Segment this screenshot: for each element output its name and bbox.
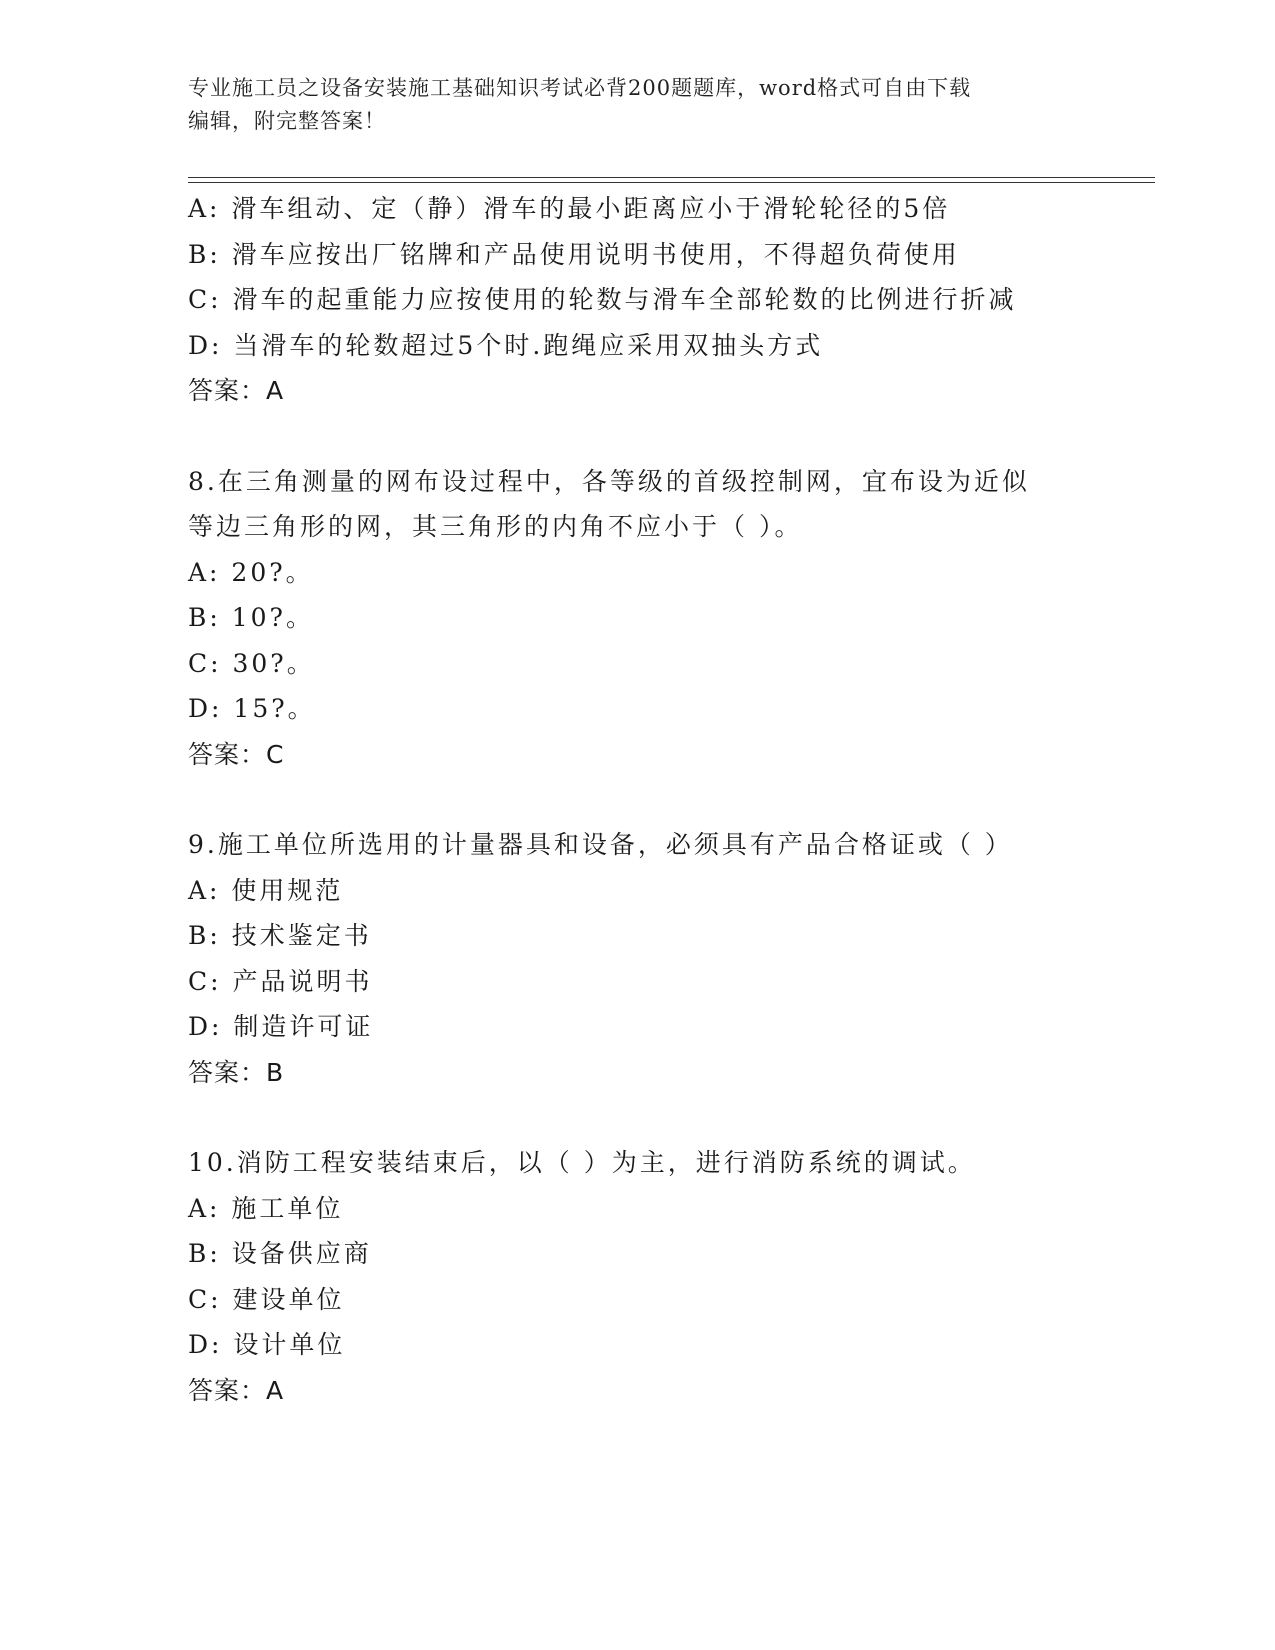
header-title-line-2: 编辑，附完整答案！ <box>188 109 386 133</box>
question-9-option-b: B: 技术鉴定书 <box>188 921 372 950</box>
question-10-option-b: B: 设备供应商 <box>188 1239 372 1268</box>
question-10-option-a: A: 施工单位 <box>188 1193 344 1223</box>
question-8-option-d: D: 15?。 <box>188 694 316 723</box>
question-8-answer: 答案：C <box>188 739 285 769</box>
question-8-stem-line-2: 等边三角形的网，其三角形的内角不应小于（ ）。 <box>188 512 803 541</box>
question-9-option-a: A: 使用规范 <box>188 875 344 905</box>
question-7-option-c: C: 滑车的起重能力应按使用的轮数与滑车全部轮数的比例进行折减 <box>188 285 1017 314</box>
question-10-answer: 答案：A <box>188 1375 285 1405</box>
question-8-option-a: A: 20?。 <box>188 557 314 587</box>
document-header <box>188 72 1088 138</box>
question-9-answer: 答案：B <box>188 1057 285 1087</box>
question-7-answer: 答案：A <box>188 376 285 405</box>
spacer <box>188 777 1108 822</box>
question-10-stem-line-1: 10.消防工程安装结束后，以（ ）为主，进行消防系统的调试。 <box>188 1148 976 1177</box>
header-divider-bottom <box>188 182 1155 183</box>
question-8-option-c: C: 30?。 <box>188 648 315 678</box>
question-9-stem-line-1: 9.施工单位所选用的计量器具和设备，必须具有产品合格证或（ ） <box>188 830 1013 859</box>
question-10-option-c: C: 建设单位 <box>188 1284 345 1314</box>
spacer <box>188 1095 1108 1140</box>
question-8 <box>188 459 1108 778</box>
header-divider-top <box>188 177 1155 178</box>
question-7-option-b: B: 滑车应按出厂铭牌和产品使用说明书使用，不得超负荷使用 <box>188 239 960 269</box>
question-9-option-c: C: 产品说明书 <box>188 966 373 996</box>
question-7 <box>188 186 1108 414</box>
question-list <box>188 186 1108 1413</box>
question-8-option-b: B: 10?。 <box>188 603 314 632</box>
question-10 <box>188 1140 1108 1413</box>
question-7-option-a: A: 滑车组动、定（静）滑车的最小距离应小于滑轮轮径的5倍 <box>188 194 951 223</box>
question-8-stem-line-1: 8.在三角测量的网布设过程中，各等级的首级控制网，宜布设为近似 <box>188 466 1030 496</box>
header-title-line-1: 专业施工员之设备安装施工基础知识考试必背200题题库，word格式可自由下载 <box>188 76 972 100</box>
spacer <box>188 414 1108 459</box>
question-9-option-d: D: 制造许可证 <box>188 1012 374 1041</box>
question-9 <box>188 822 1108 1095</box>
question-10-option-d: D: 设计单位 <box>188 1330 346 1359</box>
question-7-option-d: D: 当滑车的轮数超过5个时.跑绳应采用双抽头方式 <box>188 330 824 360</box>
